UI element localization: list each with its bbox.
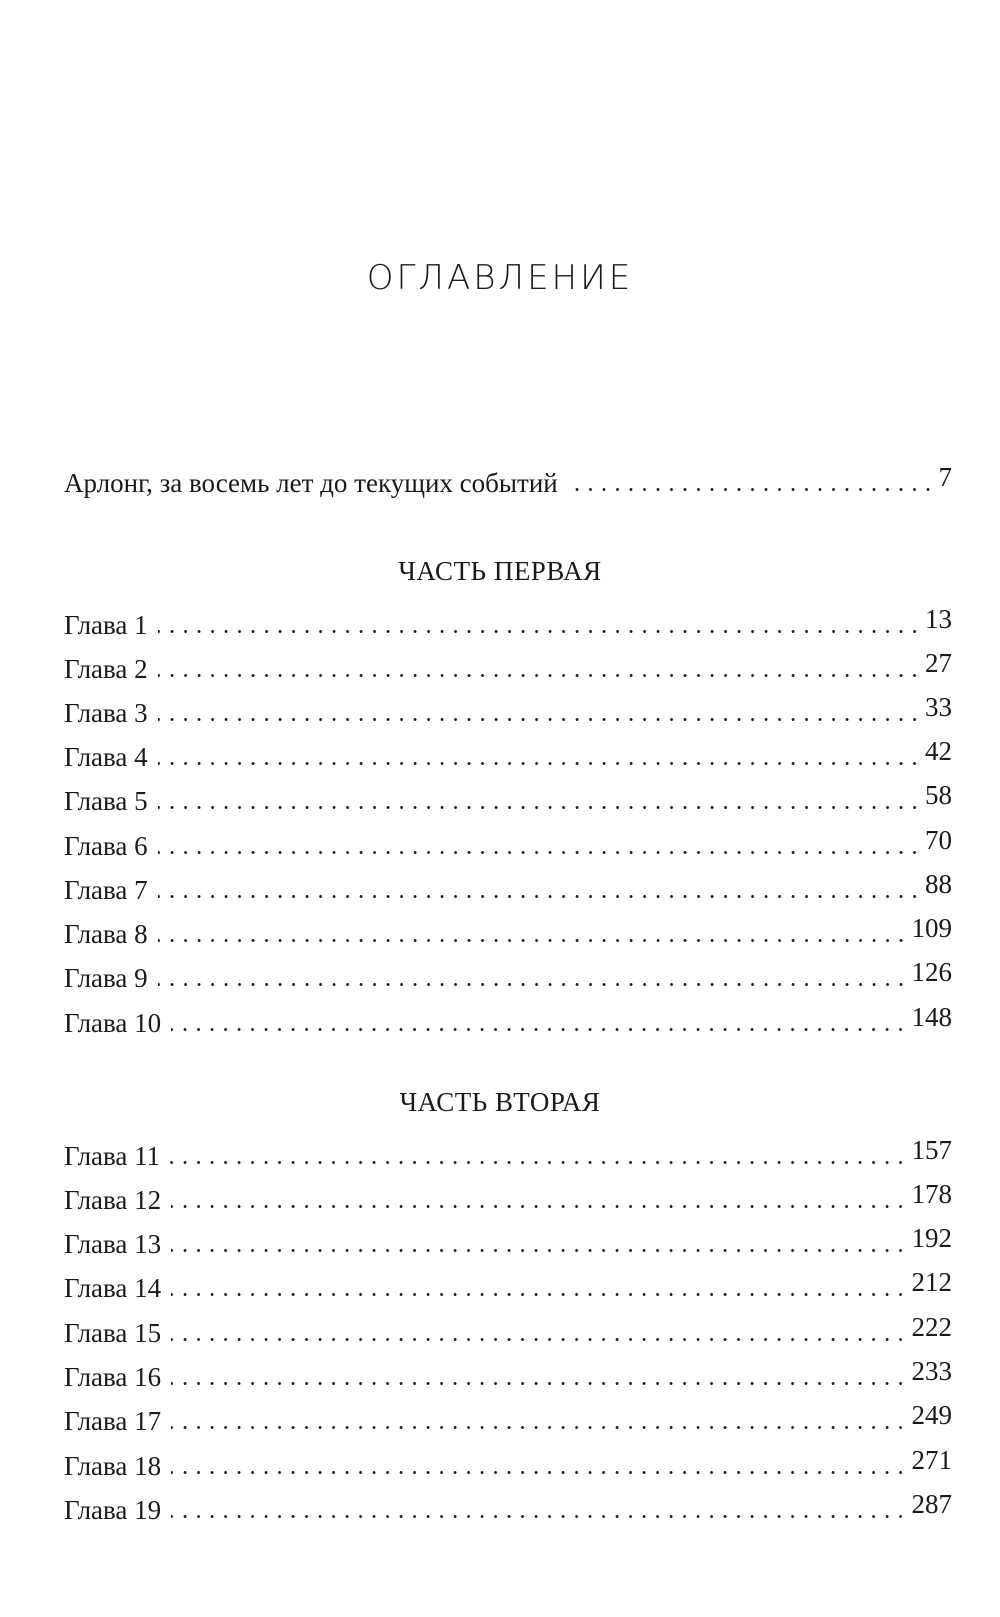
dot-leader xyxy=(158,630,921,633)
dot-leader xyxy=(171,1338,907,1341)
toc-entry[interactable] xyxy=(64,604,952,640)
toc-entry[interactable] xyxy=(64,1002,952,1038)
toc-page-number: 148 xyxy=(911,1002,952,1032)
toc-entry-label: Глава 14 xyxy=(64,1273,162,1303)
toc-page-number: 126 xyxy=(911,957,952,987)
dot-leader xyxy=(171,1471,907,1474)
toc-page-number: 212 xyxy=(911,1267,952,1297)
toc-entry[interactable] xyxy=(64,1135,952,1171)
toc-entry-label: Глава 9 xyxy=(64,963,148,993)
dot-leader xyxy=(568,488,935,491)
toc-entry-label: Глава 13 xyxy=(64,1229,162,1259)
toc-entry[interactable] xyxy=(64,1223,952,1259)
part-heading: ЧАСТЬ ВТОРАЯ xyxy=(399,1087,601,1117)
toc-page-number: 70 xyxy=(925,825,952,855)
toc-entry[interactable] xyxy=(64,1445,952,1481)
toc-entry[interactable] xyxy=(64,780,952,816)
toc-page-number: 157 xyxy=(911,1135,952,1165)
toc-entry[interactable] xyxy=(64,692,952,728)
toc-page-number: 13 xyxy=(925,604,952,634)
dot-leader xyxy=(171,1028,907,1031)
toc-entry[interactable] xyxy=(64,913,952,949)
toc-entry-label: Глава 17 xyxy=(64,1406,162,1436)
toc-entry-label: Глава 2 xyxy=(64,654,148,684)
toc-entry-label: Арлонг, за восемь лет до текущих событий xyxy=(64,468,558,498)
toc-entry[interactable] xyxy=(64,957,952,993)
toc-page-number: 88 xyxy=(925,869,952,899)
dot-leader xyxy=(158,851,921,854)
toc-page-number: 222 xyxy=(911,1312,952,1342)
toc-entry[interactable] xyxy=(64,1489,952,1525)
toc-entry[interactable] xyxy=(64,1312,952,1348)
toc-entry[interactable] xyxy=(64,1267,952,1303)
dot-leader xyxy=(158,895,921,898)
toc-entry-label: Глава 10 xyxy=(64,1008,162,1038)
toc-page-number: 42 xyxy=(925,736,952,766)
toc-entry-label: Глава 7 xyxy=(64,875,148,905)
dot-leader xyxy=(171,1249,907,1252)
toc-entry-label: Глава 12 xyxy=(64,1185,162,1215)
part-heading: ЧАСТЬ ПЕРВАЯ xyxy=(398,556,602,586)
toc-entry[interactable] xyxy=(64,648,952,684)
dot-leader xyxy=(158,806,921,809)
toc-entry[interactable] xyxy=(64,825,952,861)
dot-leader xyxy=(171,1515,907,1518)
toc-entry-label: Глава 5 xyxy=(64,786,148,816)
dot-leader xyxy=(158,674,921,677)
toc-page-number: 271 xyxy=(911,1445,952,1475)
dot-leader xyxy=(171,1426,907,1429)
page-title: ОГЛАВЛЕНИЕ xyxy=(366,258,634,298)
toc-entry-label: Глава 8 xyxy=(64,919,148,949)
toc-entry[interactable] xyxy=(64,869,952,905)
toc-entry-label: Глава 19 xyxy=(64,1495,162,1525)
toc-page-number: 287 xyxy=(911,1489,952,1519)
toc-page-number: 58 xyxy=(925,780,952,810)
toc-entry-label: Глава 6 xyxy=(64,831,148,861)
toc-entry-label: Глава 11 xyxy=(64,1141,161,1171)
toc-entry-label: Глава 4 xyxy=(64,742,148,772)
dot-leader xyxy=(158,762,921,765)
dot-leader xyxy=(158,983,908,986)
toc-entry[interactable] xyxy=(64,1356,952,1392)
toc-page-number: 249 xyxy=(911,1400,952,1430)
toc-entry[interactable] xyxy=(64,1400,952,1436)
toc-entry-prologue[interactable] xyxy=(64,462,952,498)
toc-page-number: 233 xyxy=(911,1356,952,1386)
toc-entry-label: Глава 15 xyxy=(64,1318,162,1348)
toc-entry[interactable] xyxy=(64,736,952,772)
toc-page-number: 178 xyxy=(911,1179,952,1209)
toc-entry[interactable] xyxy=(64,1179,952,1215)
toc-page-number: 27 xyxy=(925,648,952,678)
toc-page-number: 7 xyxy=(938,462,952,492)
toc-entry-label: Глава 16 xyxy=(64,1362,162,1392)
toc-page-number: 109 xyxy=(911,913,952,943)
toc-entry-label: Глава 3 xyxy=(64,698,148,728)
dot-leader xyxy=(171,1382,907,1385)
toc-entry-label: Глава 18 xyxy=(64,1451,162,1481)
dot-leader xyxy=(170,1161,907,1164)
toc-page-number: 33 xyxy=(925,692,952,722)
toc-page-number: 192 xyxy=(911,1223,952,1253)
dot-leader xyxy=(171,1205,907,1208)
toc-entry-label: Глава 1 xyxy=(64,610,148,640)
dot-leader xyxy=(171,1293,907,1296)
dot-leader xyxy=(158,718,921,721)
dot-leader xyxy=(158,939,908,942)
